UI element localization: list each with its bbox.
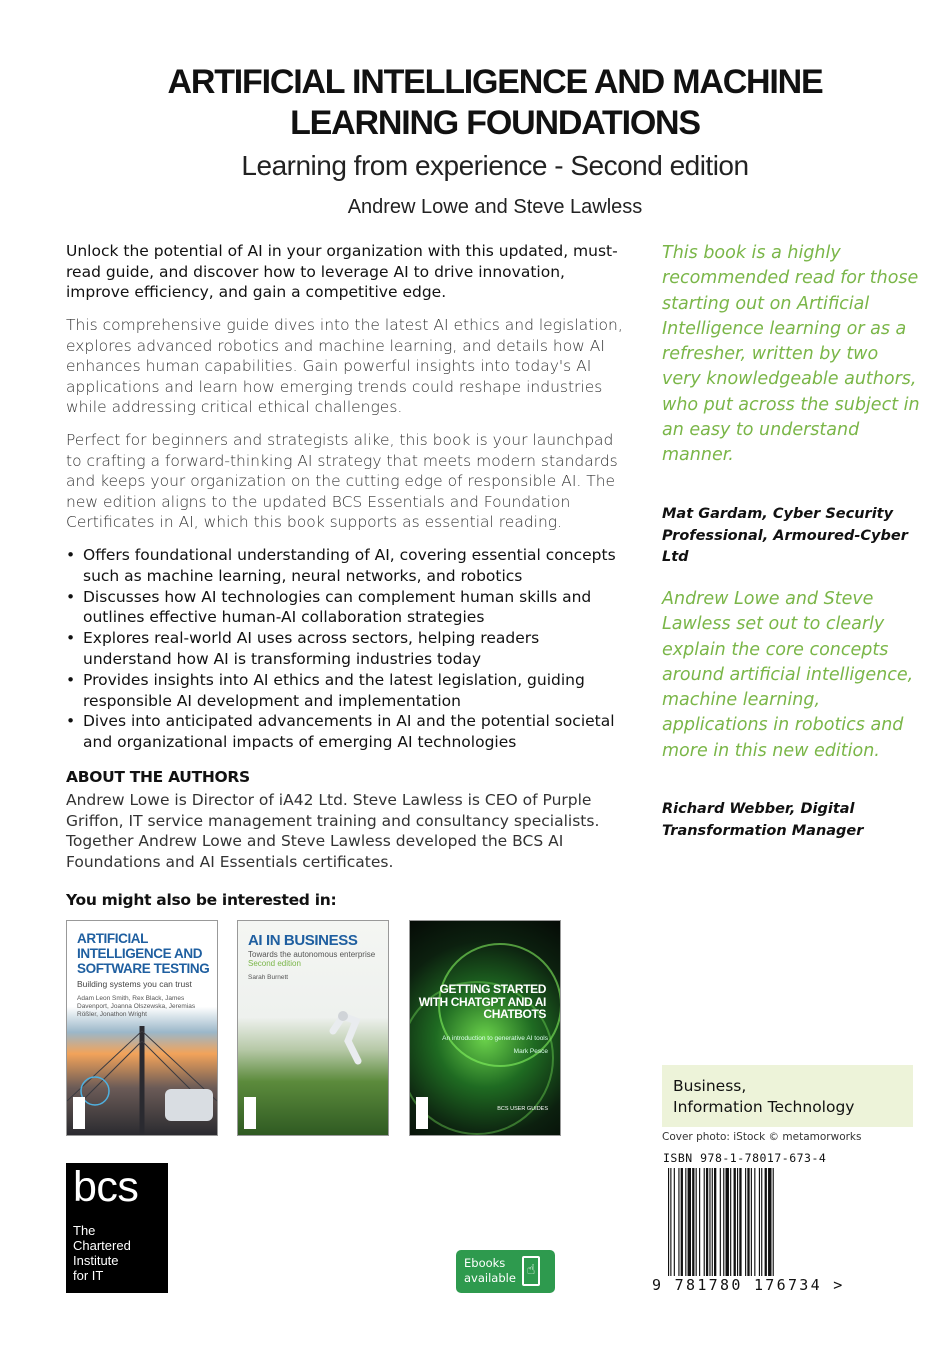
barcode-bar: [730, 1168, 731, 1276]
barcode-bar: [699, 1168, 700, 1276]
title-line-1: ARTIFICIAL INTELLIGENCE AND MACHINE: [167, 63, 823, 101]
barcode-bar: [681, 1168, 683, 1276]
barcode-bar: [685, 1168, 686, 1276]
barcode-bar: [768, 1168, 771, 1276]
related-book-ai-software-testing[interactable]: [66, 920, 218, 1136]
ebooks-badge-label: Ebooks available: [464, 1256, 516, 1285]
barcode-bar: [751, 1168, 752, 1276]
barcode-bar: [692, 1168, 694, 1276]
category-box: [662, 1065, 913, 1127]
book-title: [60, 62, 930, 144]
review-quote-2: Andrew Lowe and Steve Lawless set out to clearly explain the core concepts around artificial intelligence, machine learning, applications in robotics and more in this new edition.: [662, 589, 914, 761]
related-books-heading: You might also be interested in:: [66, 891, 337, 909]
barcode-bar: [761, 1168, 762, 1276]
description-paragraph-2: Perfect for beginners and strategists alike, this book is your launchpad to crafting a forward-thinking AI strategy that meets modern standards and keeps your organization on the cutting edge of responsible AI. The new edition aligns to the updated BCS Essentials and Foundation Certificates in AI, which this book supports as essential reading.: [66, 431, 618, 531]
barcode-bar: [670, 1168, 671, 1276]
title-line-2: LEARNING FOUNDATIONS: [290, 104, 700, 142]
related-book-chatgpt-chatbots[interactable]: [409, 920, 561, 1136]
intro-paragraph: Unlock the potential of AI in your organization with this updated, must-read guide, and discover how to leverage AI to drive innovation, improve efficiency, and gain a competitive edge.: [66, 242, 618, 301]
ebook-reader-icon: ☝: [522, 1256, 540, 1286]
about-authors-text: Andrew Lowe is Director of iA42 Ltd. Steve Lawless is CEO of Purple Griffon, IT service management training and consultancy specialists. Together Andrew Lowe and Steve Lawless developed the BCS AI Foundations and AI Essentials certificates.: [66, 791, 600, 871]
bullet-dot: •: [66, 546, 76, 564]
bcs-logo-tagline: The Chartered Institute for IT: [73, 1223, 131, 1283]
barcode-bar: [668, 1168, 669, 1276]
barcode-bar: [739, 1168, 741, 1276]
barcode-bar: [704, 1168, 705, 1276]
barcode-bar: [720, 1168, 721, 1276]
bullet-item: • Explores real-world AI uses across sectors, helping readers understand how AI is transforming industries today: [66, 629, 540, 668]
barcode-bar: [696, 1168, 697, 1276]
barcode-bar: [706, 1168, 708, 1276]
book-subtitle: Learning from experience - Second edition: [241, 150, 749, 181]
bullet-item: • Discusses how AI technologies can complement human skills and outlines effective human-AI collaboration strategies: [66, 587, 592, 627]
bullet-dot: •: [66, 670, 76, 689]
bullet-dot: •: [66, 587, 76, 606]
related-book-subtitle: An introduction to generative AI tools: [442, 1035, 548, 1042]
barcode-bar: [688, 1168, 691, 1276]
barcode-bar: [723, 1168, 724, 1276]
related-book-series: BCS USER GUIDES: [497, 1106, 548, 1112]
bullet-dot: •: [66, 629, 76, 648]
related-book-edition: Second edition: [248, 959, 301, 968]
bcs-mini-logo: [410, 921, 560, 1135]
barcode-bar: [747, 1168, 749, 1276]
isbn-label: ISBN 978-1-78017-673-4: [663, 1151, 827, 1165]
cover-photo-credit: Cover photo: iStock © metamorworks: [662, 1131, 862, 1143]
review-attribution-1: Mat Gardam, Cyber Security Professional, Armoured-Cyber Ltd: [662, 506, 908, 565]
barcode-bar: [745, 1168, 746, 1276]
barcode-bar: [726, 1168, 729, 1276]
barcode-bar: [712, 1168, 713, 1276]
related-book-title: ARTIFICIAL INTELLIGENCE AND SOFTWARE TESTING: [77, 931, 210, 976]
barcode-bar: [674, 1168, 675, 1276]
barcode-bar: [714, 1168, 716, 1276]
barcode-bar: [773, 1168, 774, 1276]
book-authors: Andrew Lowe and Steve Lawless: [347, 196, 643, 218]
category-label: Business, Information Technology: [673, 1077, 855, 1116]
bullet-item: • Offers foundational understanding of AI, covering essential concepts such as machine learning, neural networks, and robotics: [66, 546, 616, 585]
related-book-subtitle: Towards the autonomous enterprise: [248, 950, 376, 959]
related-book-title: AI IN BUSINESS: [248, 932, 358, 949]
barcode-bar: [754, 1168, 755, 1276]
related-book-authors: Sarah Burnett: [248, 974, 289, 981]
bcs-logo-word: bcs: [73, 1163, 139, 1211]
bullet-item: • Dives into anticipated advancements in AI and the potential societal and organizational impacts of emerging AI technologies: [66, 712, 615, 752]
bridge-illustration: [67, 921, 217, 1135]
ebooks-available-badge[interactable]: [456, 1250, 555, 1293]
feature-bullet-list: [66, 545, 626, 753]
review-quote-1: This book is a highly recommended read for those starting out on Artificial Intelligence learning or as a refresher, written by two very knowledgeable authors, who put across the subject in an easy to understand manner.: [662, 243, 920, 466]
barcode-bar: [737, 1168, 738, 1276]
related-book-authors: Mark Pesce: [513, 1048, 548, 1055]
barcode-bar: [709, 1168, 710, 1276]
barcode-digits: 9 781780 176734 >: [652, 1276, 845, 1294]
barcode-bar: [765, 1168, 767, 1276]
robot-arm-illustration: [238, 921, 388, 1135]
about-authors-heading: ABOUT THE AUTHORS: [66, 768, 250, 786]
bullet-item: • Provides insights into AI ethics and the latest legislation, guiding responsible AI development and implementation: [66, 670, 585, 710]
description-paragraph-1: This comprehensive guide dives into the latest AI ethics and legislation, explores advanced robotics and machine learning, and details how AI enhances human capabilities. Gain powerful insights into today's AI applications and learn how emerging trends could reshape industries while addressing critical ethical challenges.: [66, 316, 623, 416]
review-attribution-2: Richard Webber, Digital Transformation Manager: [662, 801, 864, 839]
bcs-logo: [66, 1163, 168, 1293]
related-book-ai-in-business[interactable]: [237, 920, 389, 1136]
related-book-authors: Adam Leon Smith, Rex Black, James Davenport, Joanna Olszewska, Jeremias Rößler, Jonathon Wright: [77, 995, 196, 1018]
barcode-bar: [759, 1168, 760, 1276]
bullet-dot: •: [66, 712, 76, 731]
barcode: [668, 1168, 823, 1276]
barcode-bar: [678, 1168, 679, 1276]
barcode-bar: [734, 1168, 736, 1276]
related-book-subtitle: Building systems you can trust: [77, 979, 192, 989]
related-book-title: GETTING STARTED WITH CHATGPT AND AI CHATBOTS: [418, 982, 546, 1021]
